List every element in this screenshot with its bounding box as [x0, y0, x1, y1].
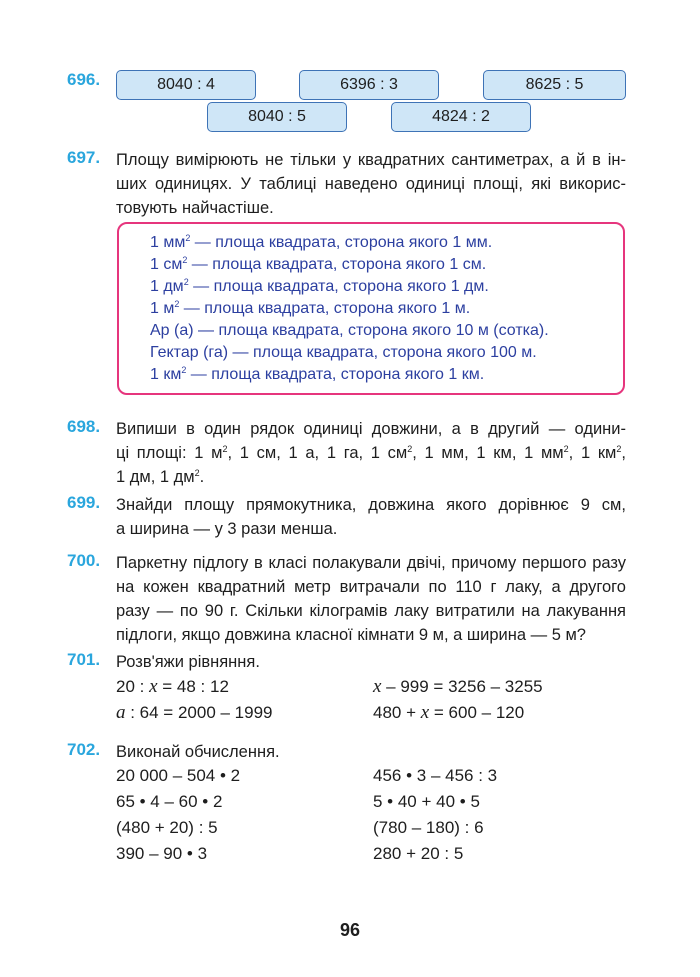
expression-box: 6396 : 3	[299, 70, 439, 100]
exercise-number-699: 699.	[67, 493, 101, 512]
exercise-702-title: Виконай обчислення.	[116, 743, 280, 761]
unit-definition: 1 $см^2$ — площа квадрата, сторона якого 1 см.	[150, 255, 487, 273]
exercise-number-702: 702.	[67, 740, 101, 759]
text-line: 1 дм, 1 $дм^2$.	[116, 468, 205, 486]
expression-box: 8625 : 5	[483, 70, 626, 100]
equation: a : 64 = 2000 – 1999	[116, 702, 273, 723]
calculation: 20 000 – 504 • 2	[116, 766, 241, 785]
area-units-table	[117, 222, 625, 395]
text-line: ших одиницях. У таблиці наведено одиниці площі, які викорис-	[116, 175, 626, 193]
exercise-697-text	[116, 148, 626, 220]
exercise-698-text	[116, 417, 626, 489]
calculation: (780 – 180) : 6	[373, 818, 484, 837]
text-line: а ширина — у 3 рази менша.	[116, 520, 338, 538]
exercise-701-title: Розв'яжи рівняння.	[116, 653, 260, 671]
exercise-number-700: 700.	[67, 551, 101, 570]
text-line: Знайди площу прямокутника, довжина якого дорівнює 9 см,	[116, 496, 626, 514]
calculation: 5 • 40 + 40 • 5	[373, 792, 480, 811]
calculation: 390 – 90 • 3	[116, 844, 208, 863]
unit-definition: Гектар (га) — площа квадрата, сторона якого 100 м.	[150, 344, 537, 361]
unit-definition: 1 $дм^2$ — площа квадрата, сторона якого 1 дм.	[150, 277, 489, 295]
exercise-699-text	[116, 493, 626, 541]
text-line: Випиши в один рядок одиниці довжини, а в другий — одини-	[116, 420, 626, 438]
equation: 480 + x = 600 – 120	[373, 702, 525, 723]
exercise-number-696: 696.	[67, 70, 101, 89]
text-line: на кожен квадратний метр витрачали по 110 г лаку, а другого	[116, 578, 626, 596]
unit-definition: 1 $м^2$ — площа квадрата, сторона якого 1 м.	[150, 299, 471, 317]
equation: x – 999 = 3256 – 3255	[373, 676, 543, 697]
exercise-number-697: 697.	[67, 148, 101, 167]
unit-definition: 1 $мм^2$ — площа квадрата, сторона якого 1 мм.	[150, 233, 493, 251]
expression-box: 8040 : 5	[207, 102, 347, 132]
text-line: товують найчастіше.	[116, 199, 274, 217]
text-line: Паркетну підлогу в класі полакували двічі, причому першого разу	[116, 554, 626, 572]
exercise-number-701: 701.	[67, 650, 101, 669]
text-line: підлоги, якщо довжина класної кімнати 9 м, а ширина — 5 м?	[116, 626, 586, 644]
calculation: 280 + 20 : 5	[373, 844, 464, 863]
unit-definition: 1 $км^2$ — площа квадрата, сторона якого 1 км.	[150, 365, 485, 383]
text-line: разу — по 90 г. Скільки кілограмів лаку витратили на лакування	[116, 602, 626, 620]
text-line: Площу вимірюють не тільки у квадратних сантиметрах, а й в ін-	[116, 151, 626, 169]
calculation: 456 • 3 – 456 : 3	[373, 766, 498, 785]
exercise-700-text	[116, 551, 626, 647]
page-number: 96	[339, 920, 361, 940]
calculation: 65 • 4 – 60 • 2	[116, 792, 223, 811]
unit-definition: Ар (а) — площа квадрата, сторона якого 10 м (сотка).	[150, 322, 549, 339]
equation: 20 : x = 48 : 12	[116, 676, 229, 697]
text-line: ці площі: 1 $м^2$, 1 см, 1 а, 1 га, 1 $см^2$, 1 мм, 1 км, 1 $мм^2$, 1 $км^2$,	[116, 444, 626, 462]
expression-box: 8040 : 4	[116, 70, 256, 100]
exercise-number-698: 698.	[67, 417, 101, 436]
expression-box: 4824 : 2	[391, 102, 531, 132]
calculation: (480 + 20) : 5	[116, 818, 218, 837]
